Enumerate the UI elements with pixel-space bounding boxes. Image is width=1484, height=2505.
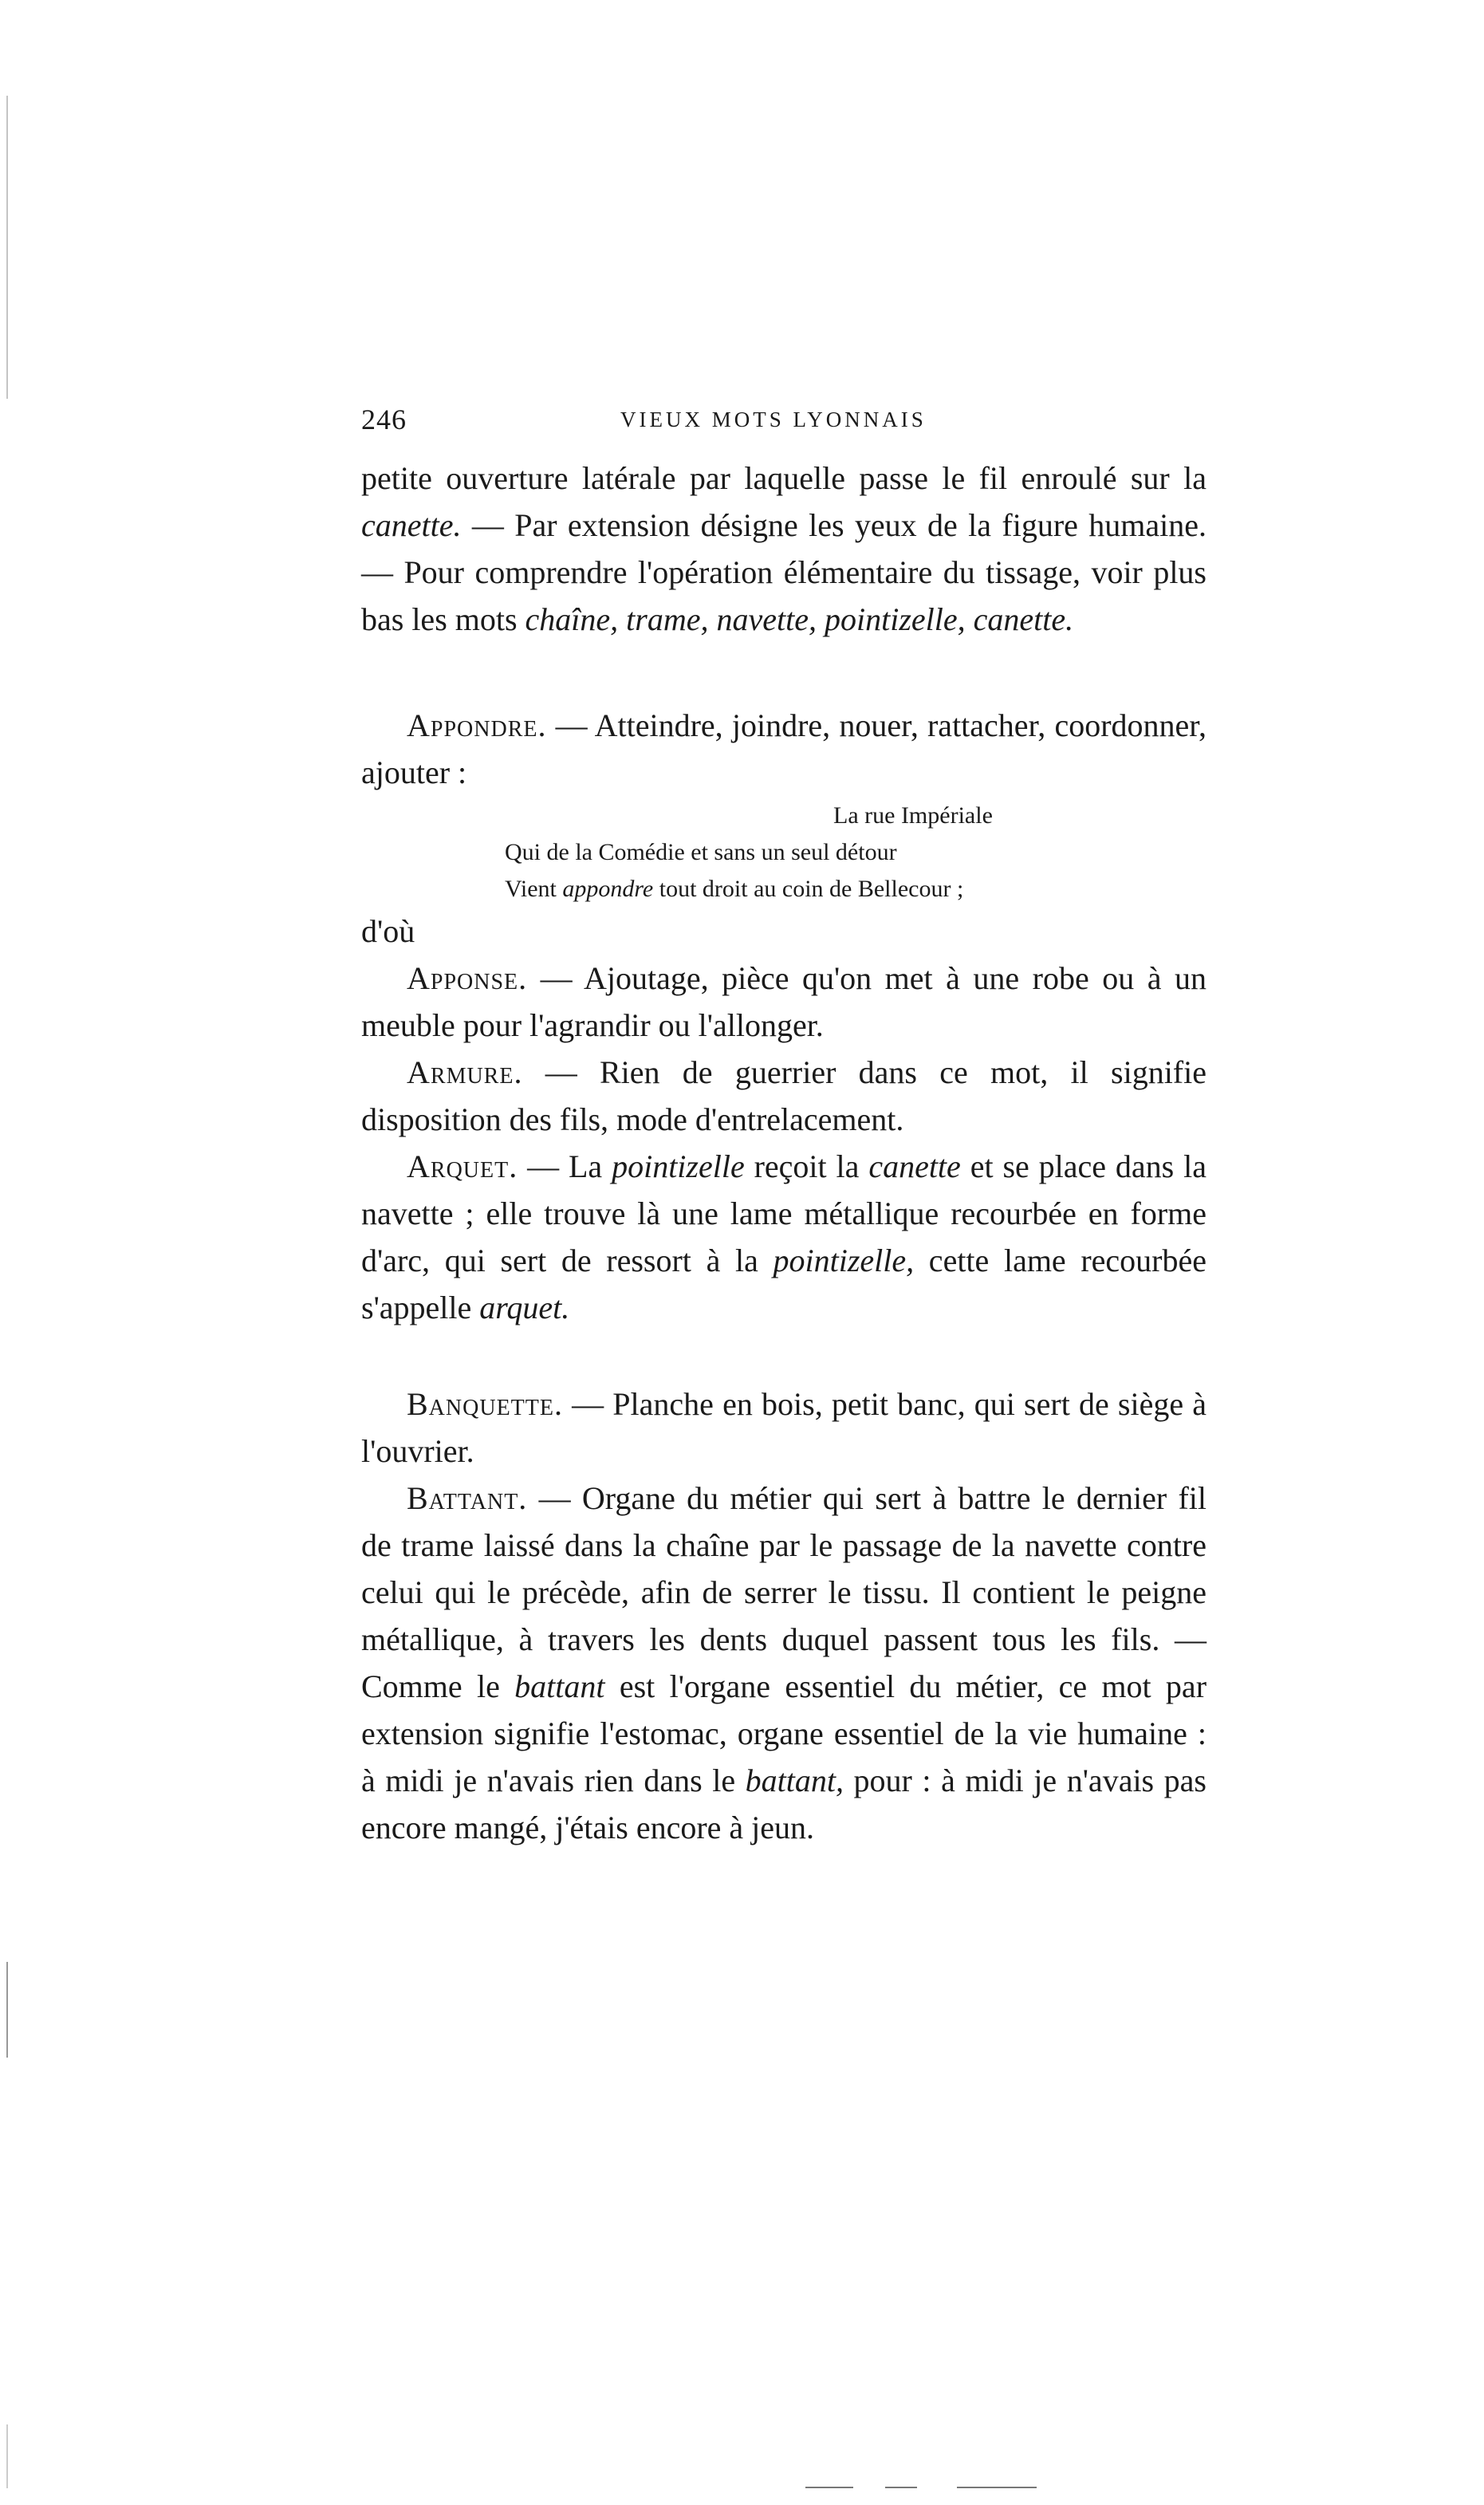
text-run: — La: [518, 1148, 612, 1184]
entry-headword: Appondre.: [407, 707, 547, 743]
entry-banquette: [361, 1381, 1206, 1475]
italic-term: pointizelle,: [773, 1243, 915, 1278]
entry-headword: Arquet.: [407, 1148, 518, 1184]
entry-arquet: [361, 1143, 1206, 1331]
intro-paragraph: [361, 455, 1206, 643]
verse-line: [361, 871, 1206, 908]
italic-term: chaîne, trame, navette, pointizelle, canette.: [525, 601, 1074, 637]
entry-definition: — Rien de guerrier dans ce mot, il signifie disposition des fils, mode d'entrelacement.: [361, 1054, 1206, 1137]
scan-edge-line: [6, 96, 8, 399]
entry-definition: — Planche en bois, petit banc, qui sert de siège à l'ouvrier.: [361, 1386, 1206, 1469]
entry-apponse: [361, 955, 1206, 1049]
page-number: 246: [361, 404, 407, 435]
text-run: — Par extension désigne les yeux de la figure humaine. — Pour comprendre l'opération élémentaire du tissage, voir plus bas les mots: [361, 507, 1206, 637]
scan-edge-line: [6, 2424, 8, 2488]
italic-term: appondre: [562, 876, 654, 902]
scan-mark: [957, 2487, 1037, 2488]
entry-headword: Banquette.: [407, 1386, 563, 1422]
scan-mark: [885, 2487, 917, 2488]
text-run: petite ouverture latérale par laquelle passe le fil enroulé sur la: [361, 460, 1206, 496]
italic-term: battant,: [745, 1763, 844, 1798]
entry-continuation: d'où: [361, 913, 415, 949]
entry-headword: Battant.: [407, 1480, 528, 1516]
italic-term: canette: [868, 1148, 961, 1184]
verse-quotation: [361, 798, 1206, 908]
page-body: [361, 455, 1206, 1851]
text-run: tout droit au coin de Bellecour ;: [653, 876, 964, 902]
text-run: cette lame recourbée s'appelle: [361, 1243, 1206, 1325]
text-run: Vient: [505, 876, 563, 902]
text-run: et se place dans la navette ; elle trouve là une lame métallique recourbée en forme d'arc, qui sert de ressort à la: [361, 1148, 1207, 1278]
entry-battant: [361, 1475, 1206, 1851]
italic-term: arquet.: [479, 1290, 570, 1325]
entry-headword: Apponse.: [407, 960, 528, 996]
section-gap: [361, 1331, 1206, 1381]
entry-headword: Armure.: [407, 1054, 523, 1090]
text-run: reçoit la: [744, 1148, 869, 1184]
text-run: pour : à midi je n'avais pas encore mangé, j'étais encore à jeun.: [361, 1763, 1207, 1845]
entry-appondre: [361, 702, 1206, 796]
verse-line: Qui de la Comédie et sans un seul détour: [505, 839, 897, 865]
text-run: est l'organe essentiel du métier, ce mot par extension signifie l'estomac, organe essentiel de la vie humaine : à midi je n'avais rien dans le: [361, 1668, 1207, 1798]
italic-term: canette.: [361, 507, 462, 543]
running-title: VIEUX MOTS LYONNAIS: [620, 408, 927, 431]
text-run: — Organe du métier qui sert à battre le dernier fil de trame laissé dans la chaîne par le passage de la navette contre celui qui le précède, afin de serrer le tissu. Il contient le peigne métallique, à travers les dents duquel passent tous les fils. — Comme le: [361, 1480, 1206, 1704]
page-header: [361, 403, 1206, 443]
scan-edge-line: [6, 1962, 8, 2058]
entry-definition: — Ajoutage, pièce qu'on met à une robe ou à un meuble pour l'agrandir ou l'allonger.: [361, 960, 1206, 1043]
section-gap: [361, 643, 1206, 702]
entry-definition: — Atteindre, joindre, nouer, rattacher, coordonner, ajouter :: [361, 707, 1206, 790]
verse-line: La rue Impériale: [833, 802, 993, 829]
scan-mark: [805, 2487, 853, 2488]
italic-term: battant: [514, 1668, 605, 1704]
entry-armure: [361, 1049, 1206, 1143]
italic-term: pointizelle: [612, 1148, 745, 1184]
